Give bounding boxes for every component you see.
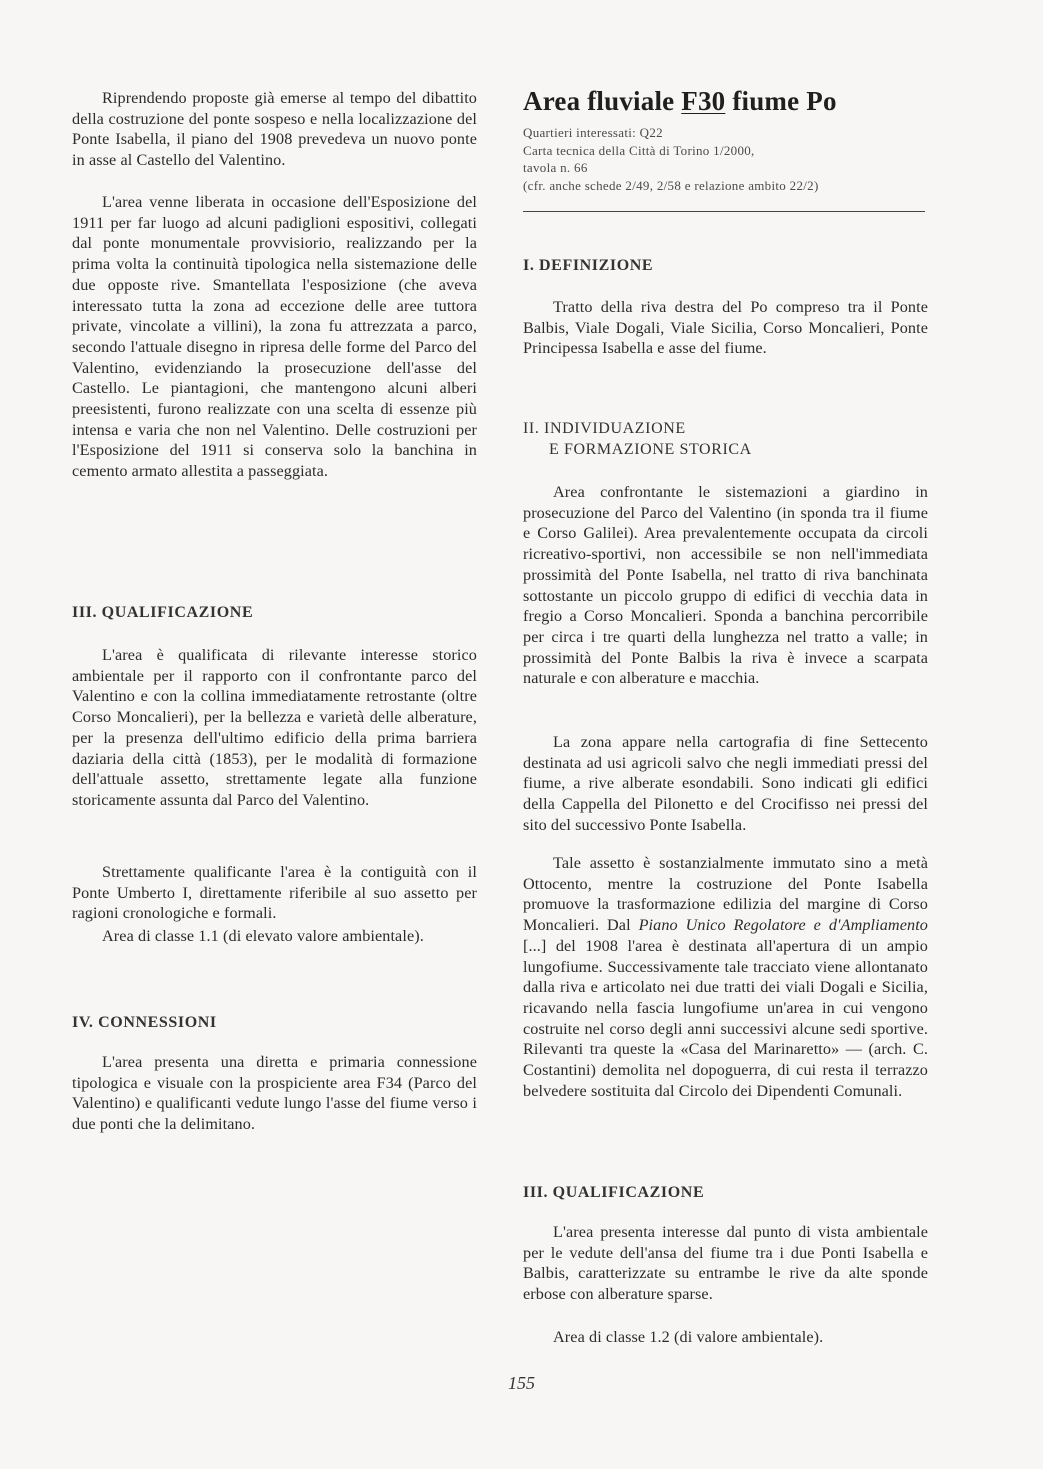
piano-regolatore-title: Piano Unico Regolatore e d'Ampliamento [638,916,928,935]
qualificazione-paragraph-1: L'area è qualificata di rilevante interesse storico ambientale per il rapporto con il confrontante parco del Valentino e con la collina immediatamente retrostante (oltre Corso Moncalieri), per la bellezza e varietà delle alberature, per la presenza dell'ultimo edificio della prima barriera daziaria della città (1853), per le modalità di formazione dell'attuale assetto, strettamente legate alla funzione storicamente assunta dal Parco del Valentino. [72,646,477,809]
heading-line-2: E FORMAZIONE STORICA [549,440,752,458]
section-heading-connessioni: IV. CONNESSIONI [72,1014,217,1031]
meta-tavola: tavola n. 66 [523,160,588,175]
heading-line-1: II. INDIVIDUAZIONE [523,420,686,437]
qualificazione-paragraph-2: Strettamente qualificante l'area è la contiguità con il Ponte Umberto I, direttamente riferibile al suo assetto per ragioni cronologiche e formali. [72,863,477,923]
intro-paragraph-2: L'area venne liberata in occasione dell'Esposizione del 1911 per far luogo ad alcuni padiglioni espositivi, collegati dal ponte monumentale provvisiorio, realizzando per la prima volta la continuità tipologica nella sistemazione delle due opposte rive. Smantellata l'esposizione (che aveva interessato tutta la zona ad eccezione delle aree tuttora private, vincolate a villini), la zona fu attrezzata a parco, secondo l'attuale disegno in ripresa delle forme del Parco del Valentino, evidenziando la prosecuzione dell'asse del Castello. Le piantagioni, che mantengono alcuni alberi preesistenti, furono realizzate con una scelta di essenze più intensa e varia che non nel Valentino. Delle costruzioni per l'Esposizione del 1911 si conserva solo la banchina in cemento armato allestita a passeggiata. [72,193,477,481]
page-number: 155 [508,1373,535,1393]
title-prefix: Area fluviale [523,86,682,116]
header-divider [523,211,925,212]
meta-cross-reference: (cfr. anche schede 2/49, 2/58 e relazione ambito 22/2) [523,177,819,193]
qualificazione-right-paragraph-1: L'area presenta interesse dal punto di vista ambientale per le vedute dell'ansa del fiume tra i due Ponti Isabella e Balbis, caratterizzate su entrambe le rive da alte sponde erbose con alberature sparse. [523,1223,928,1304]
qualificazione-paragraph-3: Area di classe 1.1 (di elevato valore ambientale). [102,927,424,945]
individuazione-paragraph-1: Area confrontante le sistemazioni a giardino in prosecuzione del Parco del Valentino (in sponda tra il fiume e Corso Galilei). Area prevalentemente occupata da circoli ricreativo-sportivi, non accessibile se non nell'immediata prossimità del Ponte Isabella, nel tratto di riva banchinata sottostante un piccolo gruppo di edifici di vecchia data in fregio a Corso Moncalieri. Sponda a banchina percorribile per circa i tre quarti della lunghezza nel tratto a valle; in prossimità del Ponte Balbis la riva è invece a scarpata naturale e con alberature e macchia. [523,483,928,688]
area-metadata [523,124,928,194]
individuazione-paragraph-3 [523,853,928,1101]
meta-carta-tecnica: Carta tecnica della Città di Torino 1/2000, [523,142,755,158]
paragraph-3-text-a: Tale assetto è sostanzialmente immutato sino a metà Ottocento, mentre la costruzione del Ponte Isabella promuove la trasformazione edilizia del margine di Corso Moncalieri. Dal [523,854,928,935]
definizione-paragraph: Tratto della riva destra del Po compreso tra il Ponte Balbis, Viale Dogali, Viale Sicilia, Corso Moncalieri, Ponte Principessa Isabella e asse del fiume. [523,298,928,358]
connessioni-paragraph: L'area presenta una diretta e primaria connessione tipologica e visuale con la prospiciente area F34 (Parco del Valentino) e qualificanti vedute lungo l'asse del fiume verso i due ponti che la delimitano. [72,1053,477,1134]
individuazione-paragraph-2: La zona appare nella cartografia di fine Settecento destinata ad usi agricoli salvo che negli immediati pressi del fiume, a rive alberate esondabili. Sono indicati gli edifici della Cappella del Pilonetto e del Crocifisso nei pressi del sito del successivo Ponte Isabella. [523,733,928,834]
meta-quartieri: Quartieri interessati: Q22 [523,125,663,140]
section-heading-definizione: I. DEFINIZIONE [523,257,654,274]
section-heading-qualificazione: III. QUALIFICAZIONE [72,604,254,621]
area-title [523,86,837,117]
area-code: F30 [681,86,726,116]
paragraph-3-text-b: [...] del 1908 l'area è destinata all'apertura di un ampio lungofiume. Successivamente tale tracciato viene allontanato dalla riva e articolato nei due tratti dei viali Dogali e Sicilia, ricavando nella fascia lungofiume un'area in cui vengono costruite nel corso degli anni successivi alcune sedi sportive. Rilevanti tra queste la «Casa del Marinaretto» — (arch. C. Costantini) demolita nel dopoguerra, di cui resta il terrazzo belvedere sostituita dal Circolo dei Dipendenti Comunali. [523,936,928,1100]
section-heading-individuazione [523,419,752,460]
qualificazione-right-paragraph-2: Area di classe 1.2 (di valore ambientale). [553,1328,824,1346]
section-heading-qualificazione-right: III. QUALIFICAZIONE [523,1184,705,1201]
title-suffix: fiume Po [725,86,837,116]
intro-paragraph-1: Riprendendo proposte già emerse al tempo del dibattito della costruzione del ponte sospeso e nella localizzazione del Ponte Isabella, il piano del 1908 prevedeva un nuovo ponte in asse al Castello del Valentino. [72,89,477,170]
